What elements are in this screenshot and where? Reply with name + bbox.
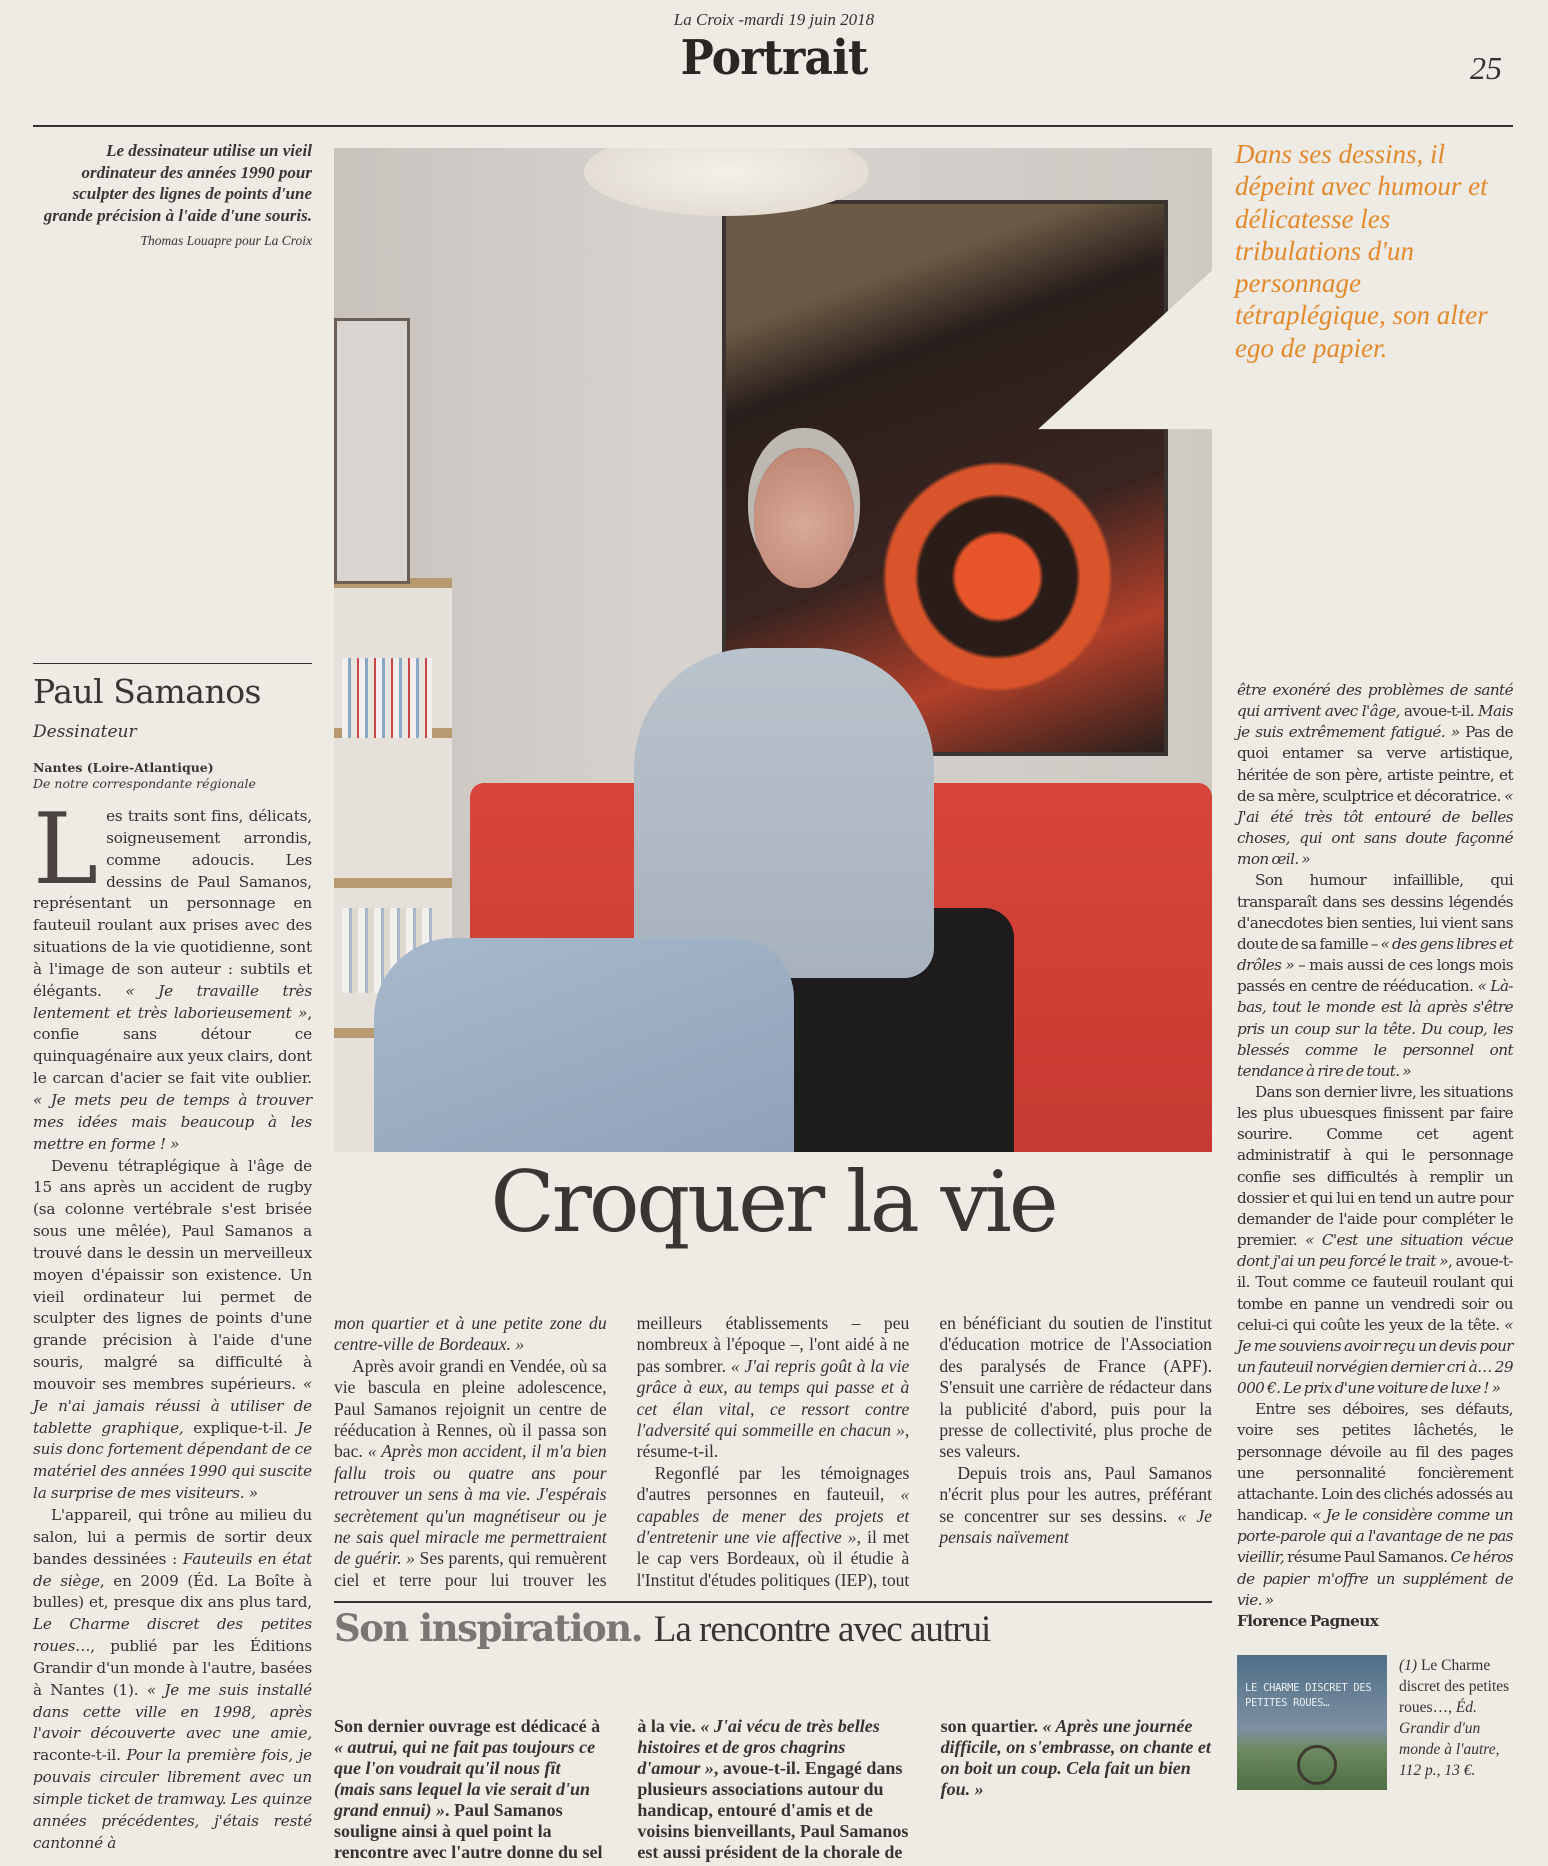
text-run: , en 2009 (Éd. La Boîte à bulles) et, presque dix ans plus tard, bbox=[33, 1571, 312, 1612]
quote-text: Je suis donc fortement dépendant de ce matériel des années 1990 qui suscite la surprise de mes visiteurs. » bbox=[33, 1418, 312, 1503]
headline: Croquer la vie bbox=[490, 1153, 1056, 1251]
text-run: – mais aussi de ces longs mois passés en centre de rééducation. bbox=[1237, 956, 1513, 996]
paragraph bbox=[939, 1463, 1212, 1549]
quote-text: « J'ai repris goût à la vie grâce à eux, au temps qui passe et à cet élan vital, ce ressort contre l'adversité qui sommeille en chacun » bbox=[636, 1355, 910, 1441]
text-run: Depuis trois ans, Paul Samanos n'écrit plus pour les autres, préférant se concentrer sur ses dessins. bbox=[939, 1462, 1212, 1526]
text-run: , publié par les Éditions Grandir d'un monde à l'autre, basées à Nantes (1). bbox=[33, 1637, 312, 1699]
article-column-left bbox=[33, 793, 313, 1855]
portrait-photo bbox=[334, 148, 1212, 1152]
quote-text: « des gens libres et drôles » bbox=[1237, 934, 1514, 975]
book-cover bbox=[1237, 1655, 1387, 1790]
paragraph bbox=[1237, 680, 1513, 870]
article-column-right bbox=[1237, 680, 1513, 1632]
text-run: Devenu tétraplégique à l'âge de 15 ans après un accident de rugby (sa colonne vertébrale s'est brisée sous une mêlée), Paul Samanos a trouvé dans le dessin un merveilleux moyen d'épaissir son existence. Un vieil ordinateur lui permet de sculpter des lignes de points d'une grande précision à l'aide d'une souris, malgré sa difficulté à mouvoir ses membres supérieurs. bbox=[33, 1156, 312, 1393]
quote-text: « Je travaille très lentement et très laborieusement » bbox=[33, 981, 313, 1022]
paragraph bbox=[1237, 870, 1513, 1082]
text-run: , résume-t-il. bbox=[636, 1420, 910, 1462]
text-run: Ses parents, qui remuèrent ciel et terre pour lui trouver les meilleurs établissements – peu nombreux à l'époque –, l'ont aidé à ne pas sombrer. bbox=[334, 1313, 910, 1590]
text-run: Entre ses déboires, ses défauts, voire ses petites lâchetés, le personnage dévoile au fil des pages une personnalité foncièrement attachante. Loin des clichés adossés au handicap. bbox=[1237, 1400, 1513, 1525]
quote-text: « Je pensais naïvement bbox=[939, 1505, 1212, 1548]
quote-text: « Je n'ai jamais réussi à utiliser de tablette graphique, bbox=[33, 1374, 312, 1437]
caption-text: Le dessinateur utilise un vieil ordinateur des années 1990 pour sculpter des lignes de points d'une grande précision à l'aide d'une souris. bbox=[43, 141, 312, 225]
quote-text: Éd. Grandir d'un monde à l'autre, 112 p., 13 €. bbox=[1399, 1699, 1500, 1779]
header-rule bbox=[33, 125, 1513, 127]
shelf-books bbox=[342, 658, 432, 738]
quote-text: « Là-bas, tout le monde est là après s'être pris un coup sur la tête. Du coup, les blessés comme le personnel ont tendance à rire de tout. » bbox=[1237, 977, 1513, 1080]
quote-text: Le Charme discret des petites roues… bbox=[33, 1615, 312, 1656]
quote-text: « Je mets peu de temps à trouver mes idées mais beaucoup à les mettre en forme ! » bbox=[33, 1090, 312, 1153]
person-legs bbox=[374, 938, 794, 1152]
text-run: Le Charme discret des petites roues…, bbox=[1399, 1657, 1510, 1716]
person-shirt bbox=[634, 648, 934, 978]
text-run: , il met le cap vers Bordeaux, où il étudie à l'Institut d'études politiques (IEP), tout en bénéficiant du soutien de l'institut d'éducation motrice de l'Association des paralysés de France (APF). S'ensuit une carrière de rédacteur dans la publicité d'abord, puis pour la presse de collectivité, plus proche de ses valeurs. bbox=[636, 1313, 1212, 1590]
text-run: . Paul Samanos souligne ainsi à quel point la rencontre avec l'autre donne du sel à la vie. bbox=[334, 1716, 701, 1862]
text-run: Pas de quoi entamer sa verve artistique, héritée de son père, artiste peintre, et de sa mère, sculptrice et décoratrice. bbox=[1237, 723, 1513, 805]
paragraph bbox=[33, 1505, 312, 1855]
inspiration-rule bbox=[334, 1601, 1212, 1603]
name-rule bbox=[33, 663, 312, 664]
cover-figure bbox=[1297, 1745, 1337, 1785]
paragraph bbox=[1237, 1399, 1513, 1611]
quote-text: « J'ai été très tôt entouré de belles choses, qui ont sans doute façonné mon œil. » bbox=[1237, 786, 1513, 869]
text-run: , confie sans détour ce quinquagénaire aux yeux clairs, dont le carcan d'acier se fait vite oublier. bbox=[33, 1003, 312, 1088]
text-run: Son humour infaillible, qui transparaît dans ses dessins légendés d'anecdotes bien senties, lui vient sans doute de sa famille – bbox=[1237, 871, 1513, 953]
section-title: Portrait bbox=[680, 30, 868, 86]
quote-text: « Je me souviens avoir reçu un devis pour un fauteuil norvégien dernier cri à… 29 000 €. Le prix d'une voiture de luxe ! » bbox=[1237, 1315, 1513, 1398]
photo-caption bbox=[33, 140, 312, 252]
quote-text: Pour la première fois, je pouvais circuler librement avec un simple ticket de tramway. Les quinze années précédentes, j'étais resté cantonné à bbox=[33, 1746, 312, 1852]
person-head bbox=[754, 448, 854, 588]
inspiration-kicker: Son inspiration. bbox=[334, 1606, 642, 1650]
subject-name: Paul Samanos bbox=[33, 672, 261, 711]
book-footnote bbox=[1399, 1655, 1517, 1781]
article-columns-middle bbox=[334, 1313, 1212, 1599]
text-run: Regonflé par les témoignages d'autres personnes en fauteuil, bbox=[636, 1462, 910, 1505]
quote-text: « Je le considère comme un porte-parole qui a l'avantage de ne pas vieillir, bbox=[1237, 1506, 1513, 1567]
text-run: , avoue-t-il. Engagé dans plusieurs associations autour du handicap, entouré d'amis et de voisins bienveillants, Paul Samanos est aussi président de la chorale de son quartier. bbox=[637, 1716, 1043, 1862]
page-number: 25 bbox=[1470, 50, 1502, 86]
text-run: Dans son dernier livre, les situations les plus ubuesques finissent par faire sourire. Comme cet agent administratif à qui le personnage confie ses difficultés à remplir un dossier et qui lui en tend un autre pour demander de l'aide pour compléter le premier. bbox=[1237, 1082, 1513, 1250]
quote-text: Mais je suis extrêmement fatigué. » bbox=[1237, 702, 1513, 742]
inspiration-heading bbox=[334, 1606, 1204, 1651]
inspiration-text bbox=[334, 1716, 1212, 1864]
pull-quote: Dans ses dessins, il dépeint avec humour et délicatesse les tribulations d'un personnage tétraplégique, son alter ego de papier. bbox=[1235, 139, 1488, 363]
quote-text: « capables de mener des projets et d'entretenir une vie affective » bbox=[636, 1484, 910, 1548]
quote-text: Ce héros de papier m'offre un supplément de vie. » bbox=[1237, 1548, 1513, 1609]
quote-text: « C'est une situation vécue dont j'ai un peu forcé le trait » bbox=[1237, 1231, 1514, 1271]
paragraph bbox=[33, 793, 313, 1156]
drop-cap: L bbox=[33, 793, 99, 907]
quote-text: mon quartier et à une petite zone du centre-ville de Bordeaux. » bbox=[334, 1313, 607, 1355]
book-cover-title: LE CHARME DISCRET DES PETITES ROUES… bbox=[1245, 1682, 1372, 1709]
text-run: , avoue-t-il. Tout comme ce fauteuil roulant qui tombe en panne un vendredi soir ou celui-ci qui coûte les yeux de la tête. bbox=[1237, 1252, 1513, 1334]
text-run: raconte-t-il. bbox=[33, 1746, 127, 1765]
byline: De notre correspondante régionale bbox=[33, 776, 256, 791]
wall-frame bbox=[334, 318, 410, 584]
quote-text: « autrui, qui ne fait pas toujours ce que l'on voudrait qu'il nous fît (mais sans lequel la vie serait d'un grand ennui) » bbox=[334, 1737, 596, 1820]
text-run: Son dernier ouvrage est dédicacé à bbox=[334, 1716, 601, 1736]
dateline-place bbox=[33, 760, 323, 792]
text-run: explique-t-il. bbox=[183, 1418, 298, 1437]
place: Nantes (Loire-Atlantique) bbox=[33, 760, 214, 775]
paragraph bbox=[334, 1313, 607, 1356]
text-run: avoue-t-il. bbox=[1399, 702, 1479, 721]
dateline: La Croix -mardi 19 juin 2018 bbox=[673, 10, 875, 29]
quote-text: « J'ai vécu de très belles histoires et de gros chagrins d'amour » bbox=[637, 1716, 880, 1778]
quote-text: être exonéré des problèmes de santé qui arrivent avec l'âge, bbox=[1237, 681, 1513, 721]
paragraph bbox=[334, 1716, 1212, 1864]
photo-credit: Thomas Louapre pour La Croix bbox=[140, 233, 312, 248]
subject-role: Dessinateur bbox=[33, 722, 137, 742]
text-run: L'appareil, qui trône au milieu du salon, lui a permis de sortir deux bandes dessinées : bbox=[33, 1506, 312, 1568]
paragraph bbox=[1237, 1082, 1513, 1399]
paragraph bbox=[33, 1156, 312, 1506]
quote-text: Fauteuils en état de siège bbox=[33, 1549, 312, 1590]
quote-text: « Après une journée difficile, on s'embrasse, on chante et on boit un coup. Cela fait un bien fou. » bbox=[940, 1716, 1211, 1799]
inspiration-title: La rencontre avec autrui bbox=[653, 1609, 991, 1650]
quote-text: « Après mon accident, il m'a bien fallu trois ou quatre ans pour retrouver un sens à ma vie. J'espérais secrètement qu'un magnétiseur ou je ne sais quel miracle me permettraient de guérir. » bbox=[334, 1441, 607, 1569]
quote-text: « Je me suis installé dans cette ville en 1998, après l'avoir découverte avec une amie, bbox=[33, 1680, 313, 1743]
text-run: es traits sont fins, délicats, soigneusement arrondis, comme adoucis. Les dessins de Paul Samanos, représentant un personnage en fauteuil roulant aux prises avec des situations de la vie quotidienne, sont à l'image de son auteur : subtils et élégants. bbox=[33, 807, 312, 1000]
text-run: résume Paul Samanos. bbox=[1284, 1548, 1451, 1567]
author-signature: Florence Pagneux bbox=[1237, 1611, 1379, 1630]
text-run: Après avoir grandi en Vendée, où sa vie bascula en pleine adolescence, Paul Samanos rejoignit un centre de rééducation à Rennes, où il passa son bac. bbox=[334, 1355, 607, 1462]
quote-text: (1) bbox=[1399, 1657, 1418, 1674]
